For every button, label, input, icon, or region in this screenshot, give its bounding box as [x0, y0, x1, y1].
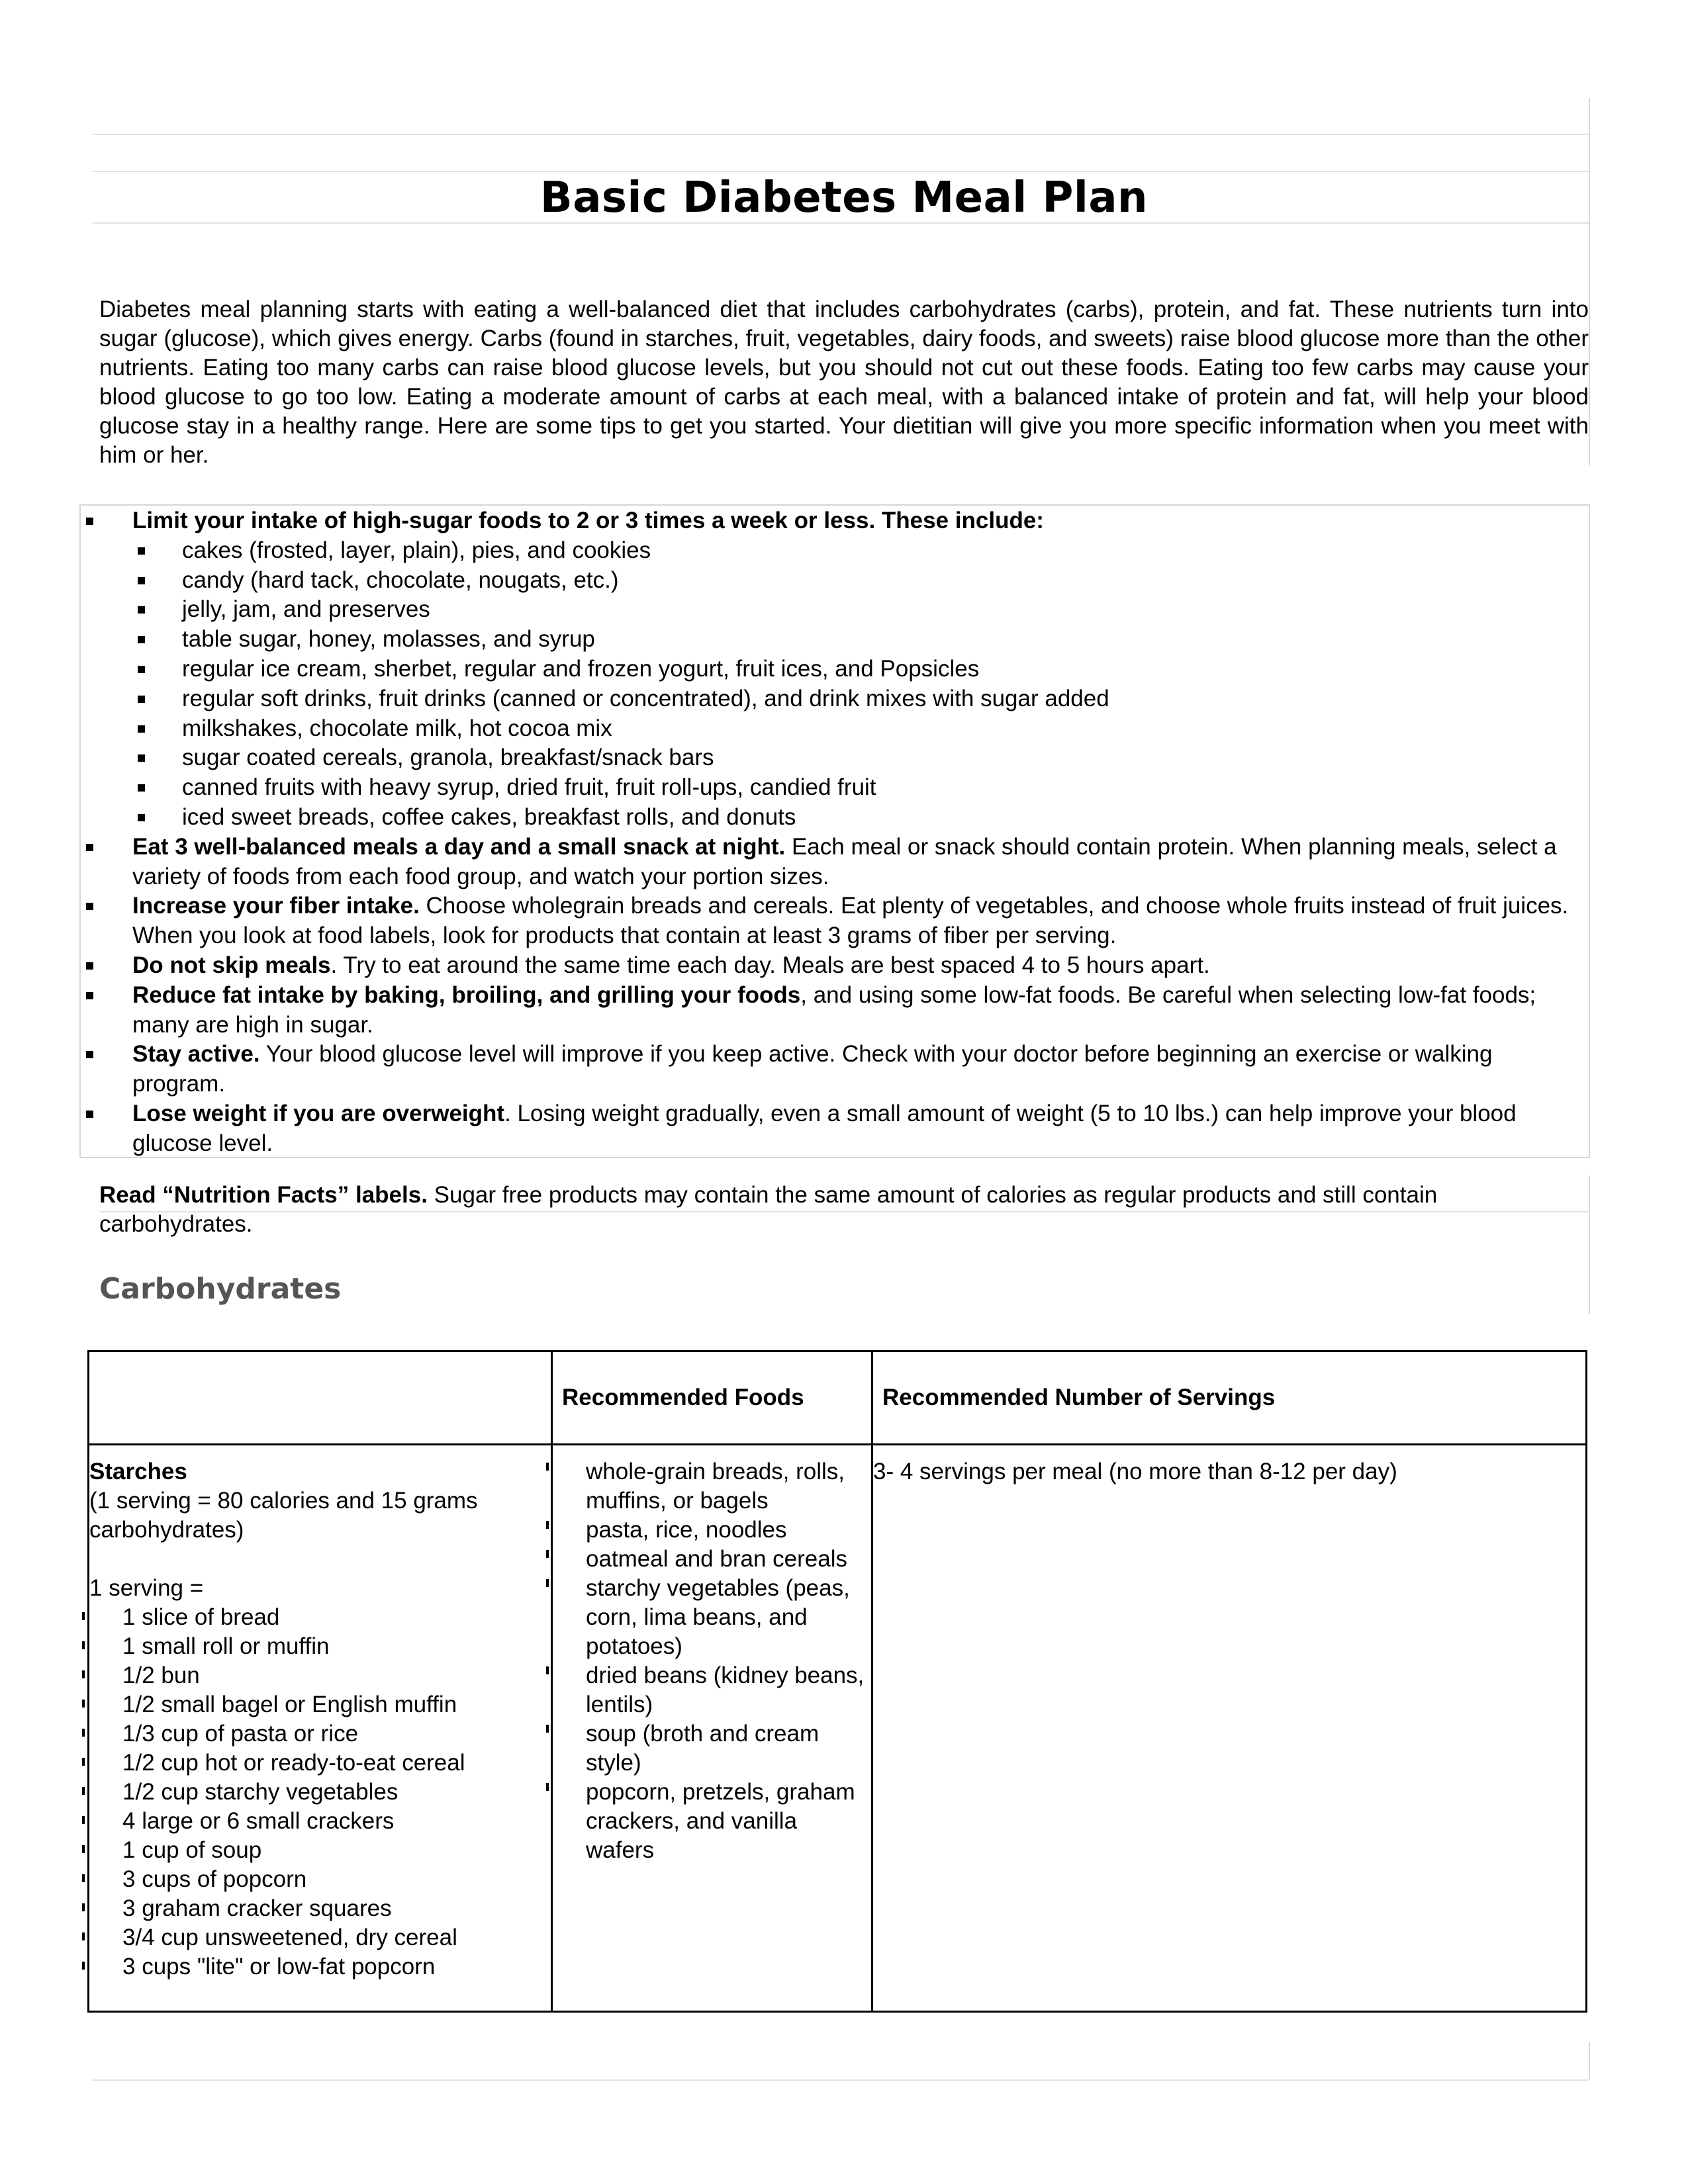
- starches-title: Starches: [89, 1459, 187, 1484]
- list-item: 1 slice of bread: [89, 1603, 551, 1632]
- list-item: whole-grain breads, rolls, muffins, or bagels: [553, 1457, 871, 1516]
- tip-active-bold: Stay active.: [132, 1041, 260, 1068]
- column-header: Recommended Foods: [552, 1351, 872, 1445]
- tip-stay-active: [83, 1040, 1589, 1099]
- list-item: soup (broth and cream style): [553, 1719, 871, 1778]
- list-item: table sugar, honey, molasses, and syrup: [132, 625, 1589, 655]
- nutrition-facts-note: [99, 1181, 1589, 1239]
- page-rule: [93, 2079, 1589, 2081]
- list-item: 1/2 bun: [89, 1661, 551, 1690]
- list-item: 1/2 cup hot or ready-to-eat cereal: [89, 1749, 551, 1778]
- list-item: 3 graham cracker squares: [89, 1894, 551, 1923]
- page-rule: [1589, 2042, 1590, 2079]
- page-rule: [1589, 1175, 1590, 1314]
- recommended-foods-list: [553, 1457, 871, 1865]
- tip-meals: [83, 833, 1589, 892]
- tip-fat-bold: Reduce fat intake by baking, broiling, and grilling your foods: [132, 981, 801, 1008]
- spacer: [89, 1545, 551, 1574]
- list-item: 1/2 cup starchy vegetables: [89, 1778, 551, 1807]
- list-item: jelly, jam, and preserves: [132, 595, 1589, 625]
- page-rule: [93, 171, 1589, 172]
- tip-fat-text: , and using some low-fat foods. Be careful when selecting low-fat foods; many are high in sugar.: [132, 981, 1536, 1038]
- list-item: cakes (frosted, layer, plain), pies, and cookies: [132, 536, 1589, 566]
- list-item: oatmeal and bran cereals: [553, 1545, 871, 1574]
- carbohydrates-table: [87, 1350, 1587, 2013]
- table-row: [89, 1445, 1587, 2012]
- tip-skip-meals: [83, 951, 1589, 981]
- tip-reduce-fat: [83, 981, 1589, 1040]
- list-item: 1/3 cup of pasta or rice: [89, 1719, 551, 1749]
- tip-fiber-bold: Increase your fiber intake.: [132, 893, 420, 919]
- recommended-servings-cell: 3- 4 servings per meal (no more than 8-12 per day): [872, 1445, 1587, 2012]
- nutrition-bold: Read “Nutrition Facts” labels.: [99, 1182, 428, 1208]
- tips-list: [83, 506, 1589, 1159]
- starches-serving-definition: (1 serving = 80 calories and 15 grams carbohydrates): [89, 1488, 478, 1543]
- serving-list: [89, 1603, 551, 1981]
- tip-weight-text: . Losing weight gradually, even a small amount of weight (5 to 10 lbs.) can help improve your blood glucose level.: [132, 1100, 1517, 1156]
- tip-limit-sugar: [83, 506, 1589, 833]
- starches-cell: [89, 1445, 552, 2012]
- column-header: Recommended Number of Servings: [872, 1351, 1587, 1445]
- list-item: 3/4 cup unsweetened, dry cereal: [89, 1923, 551, 1952]
- list-item: 1/2 small bagel or English muffin: [89, 1690, 551, 1719]
- list-item: 1 cup of soup: [89, 1836, 551, 1865]
- list-item: starchy vegetables (peas, corn, lima beans, and potatoes): [553, 1574, 871, 1661]
- list-item: regular soft drinks, fruit drinks (canned or concentrated), and drink mixes with sugar added: [132, 684, 1589, 714]
- tip-lose-weight: [83, 1099, 1589, 1159]
- list-item: candy (hard tack, chocolate, nougats, etc.): [132, 566, 1589, 596]
- list-item: 4 large or 6 small crackers: [89, 1807, 551, 1836]
- list-item: popcorn, pretzels, graham crackers, and vanilla wafers: [553, 1778, 871, 1865]
- page-title: Basic Diabetes Meal Plan: [539, 173, 1149, 222]
- list-item: 1 small roll or muffin: [89, 1632, 551, 1661]
- tip-active-text: Your blood glucose level will improve if you keep active. Check with your doctor before beginning an exercise or walking program.: [132, 1041, 1493, 1097]
- list-item: canned fruits with heavy syrup, dried fruit, fruit roll-ups, candied fruit: [132, 773, 1589, 803]
- tip-fiber: [83, 891, 1589, 951]
- tip-meals-text: Each meal or snack should contain protein. When planning meals, select a variety of foods from each food group, and watch your portion sizes.: [132, 833, 1557, 889]
- tip-fiber-text: Choose wholegrain breads and cereals. Eat plenty of vegetables, and choose whole fruits instead of fruit juices. When you look at food labels, look for products that contain at least 3 grams of fiber per serving.: [132, 893, 1569, 949]
- table-header-row: [89, 1351, 1587, 1445]
- list-item: milkshakes, chocolate milk, hot cocoa mix: [132, 714, 1589, 744]
- carbohydrates-heading: Carbohydrates: [99, 1272, 342, 1306]
- list-item: sugar coated cereals, granola, breakfast/snack bars: [132, 743, 1589, 773]
- tip-weight-bold: Lose weight if you are overweight: [132, 1100, 505, 1126]
- serving-label: 1 serving =: [89, 1575, 204, 1601]
- high-sugar-foods-list: [132, 536, 1589, 833]
- tip-skip-bold: Do not skip meals: [132, 952, 331, 978]
- intro-paragraph: Diabetes meal planning starts with eating a well-balanced diet that includes carbohydrates (carbs), protein, and fat. These nutrients turn into sugar (glucose), which gives energy. Carbs (found in starches, fruit, vegetables, dairy foods, and sweets) raise blood glucose more than the other nutrients. Eating too many carbs can raise blood glucose levels, but you should not cut out these foods. Eating too few carbs may cause your blood glucose to go too low. Eating a moderate amount of carbs at each meal, with a balanced intake of protein and fat, will help your blood glucose stay in a healthy range. Here are some tips to get you started. Your dietitian will give you more specific information when you meet with him or her.: [99, 296, 1589, 468]
- list-item: iced sweet breads, coffee cakes, breakfast rolls, and donuts: [132, 803, 1589, 833]
- page-rule: [93, 134, 1589, 135]
- tip-skip-text: . Try to eat around the same time each day. Meals are best spaced 4 to 5 hours apart.: [330, 952, 1210, 978]
- page-rule: [1589, 98, 1590, 465]
- nutrition-text: Sugar free products may contain the same amount of calories as regular products and still contain carbohydrates.: [99, 1182, 1438, 1237]
- list-item: regular ice cream, sherbet, regular and frozen yogurt, fruit ices, and Popsicles: [132, 655, 1589, 684]
- column-header: [89, 1351, 552, 1445]
- tip-limit-heading: Limit your intake of high-sugar foods to 2 or 3 times a week or less. These include:: [132, 508, 1044, 533]
- tip-meals-bold: Eat 3 well-balanced meals a day and a small snack at night.: [132, 833, 786, 860]
- recommended-foods-cell: [552, 1445, 872, 2012]
- list-item: 3 cups "lite" or low-fat popcorn: [89, 1952, 551, 1981]
- list-item: dried beans (kidney beans, lentils): [553, 1661, 871, 1719]
- list-item: 3 cups of popcorn: [89, 1865, 551, 1894]
- page-rule: [93, 222, 1589, 224]
- list-item: pasta, rice, noodles: [553, 1516, 871, 1545]
